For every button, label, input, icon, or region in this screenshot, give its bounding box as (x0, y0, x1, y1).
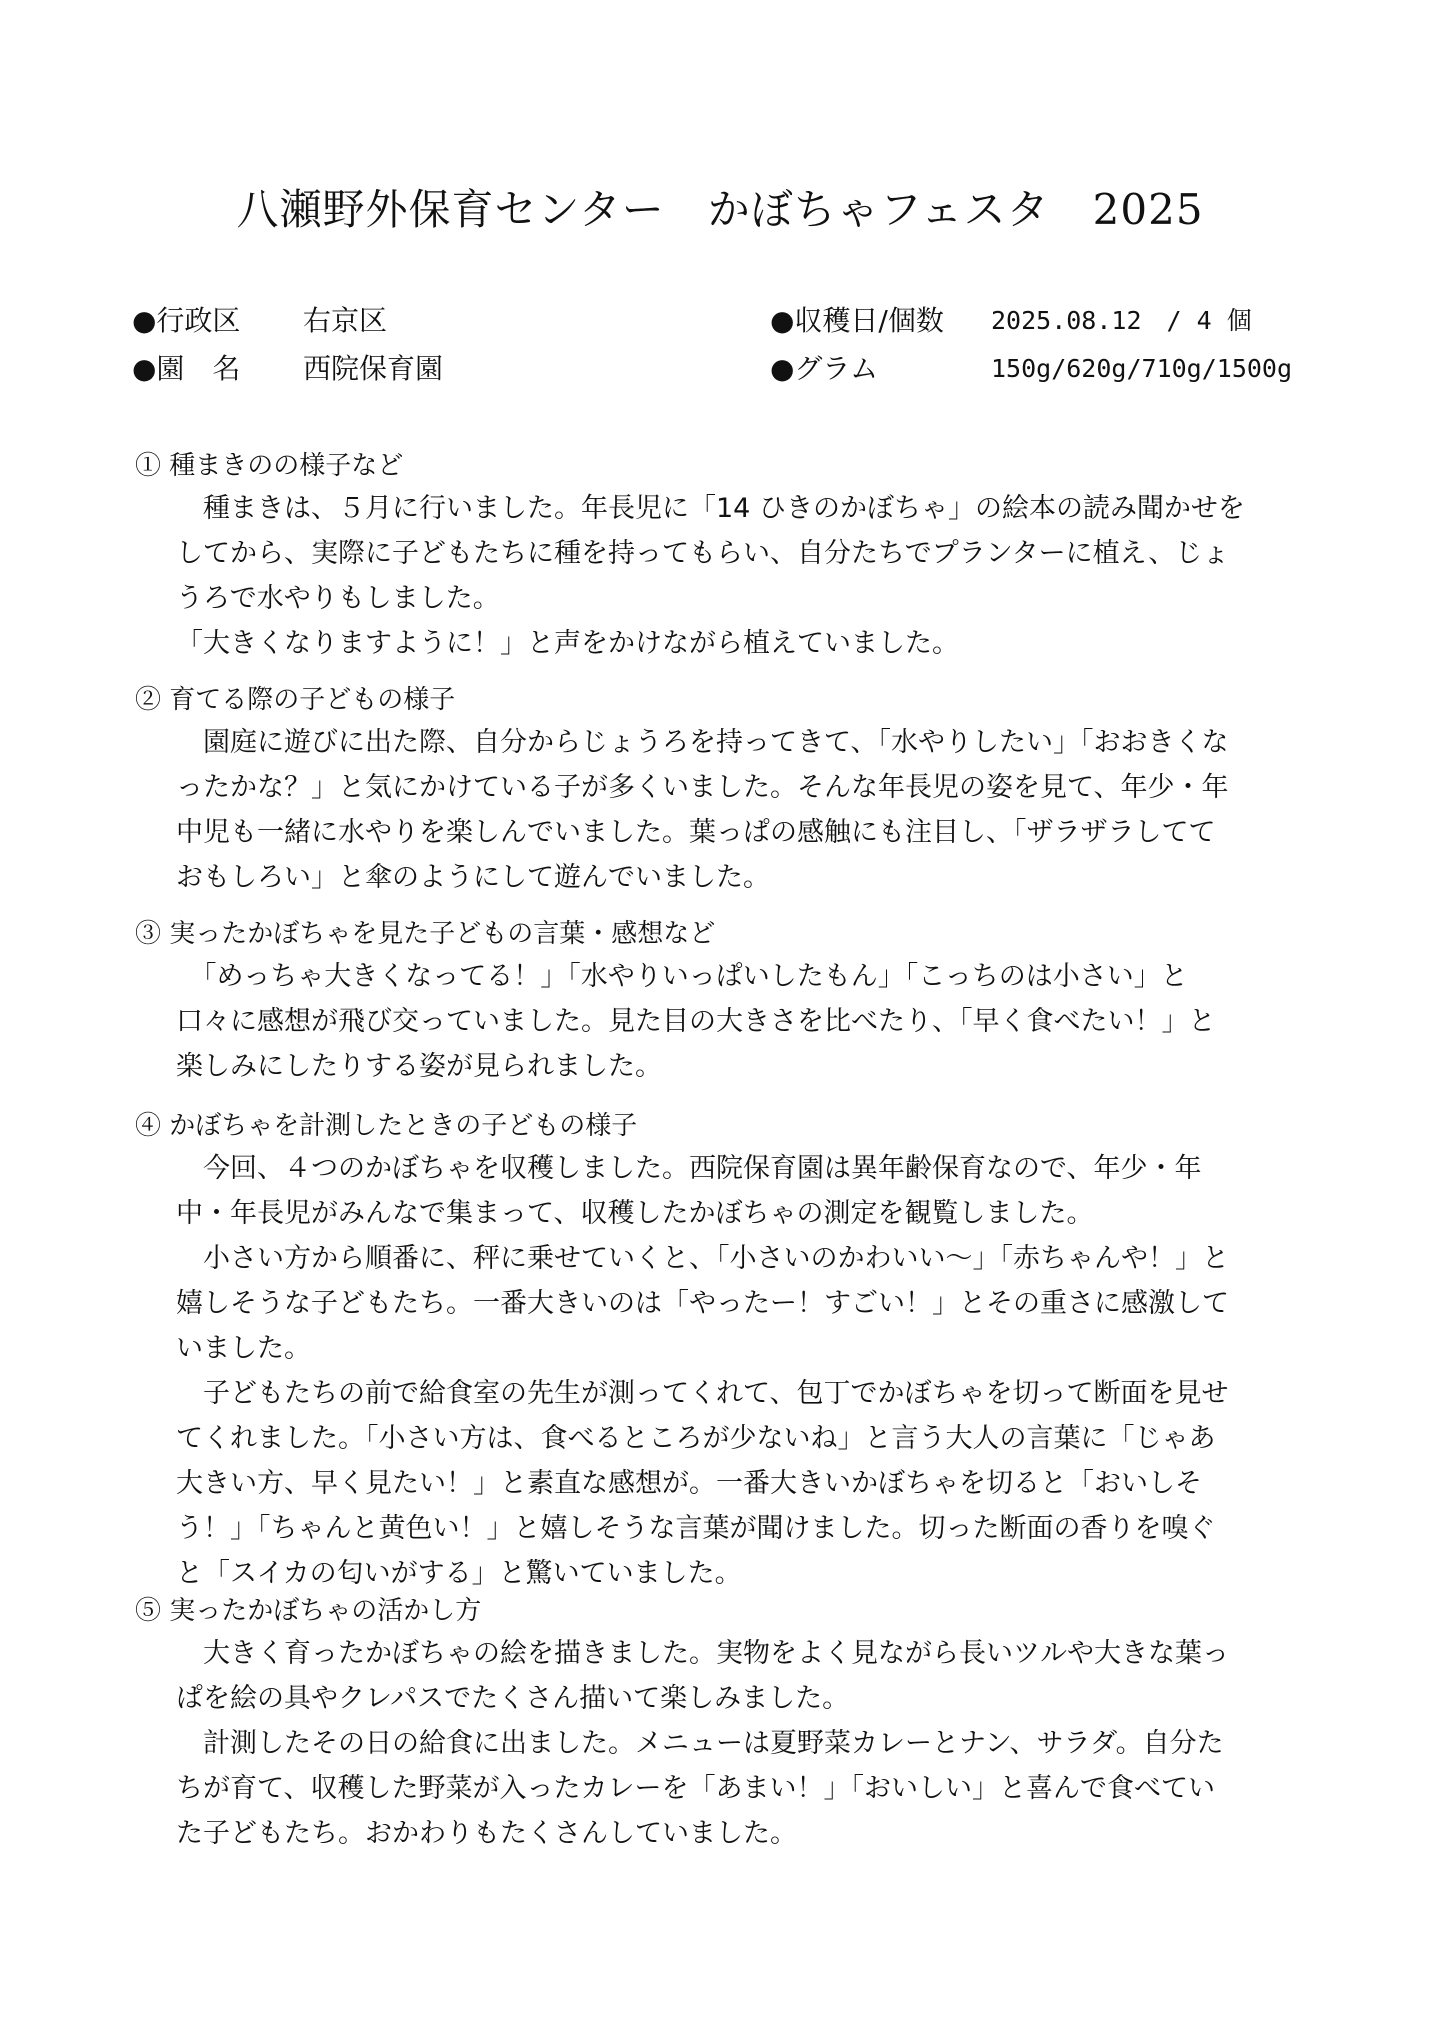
harvest-label: ●収穫日/個数 (770, 304, 944, 337)
body-line: 今回、４つのかぼちゃを収穫しました。西院保育園は異年齢保育なので、年少・年 (176, 1153, 1202, 1184)
body-line: 種まきは、５月に行いました。年長児に「14 ひきのかぼちゃ」の絵本の読み聞かせを (176, 493, 1245, 524)
section-body (176, 486, 1245, 666)
body-line: ったかな？」と気にかけている子が多くいました。そんな年長児の姿を見て、年少・年 (176, 772, 1229, 803)
body-line: 園庭に遊びに出た際、自分からじょうろを持ってきて、「水やりしたい」「おおきくな (176, 727, 1229, 758)
body-line: 「めっちゃ大きくなってる！」「水やりいっぱいしたもん」「こっちのは小さい」と (176, 961, 1188, 992)
section-heading: ⑤ 実ったかぼちゃの活かし方 (135, 1596, 482, 1626)
school-label: ●園 名 (132, 352, 241, 385)
body-line: 中・年長児がみんなで集まって、収穫したかぼちゃの測定を観覧しました。 (176, 1198, 1094, 1229)
body-line: おもしろい」と傘のようにして遊んでいました。 (176, 862, 770, 893)
section-body (176, 954, 1216, 1089)
section-heading: ③ 実ったかぼちゃを見た子どもの言葉・感想など (135, 919, 716, 949)
section-heading: ① 種まきのの様子など (135, 451, 404, 481)
section-body (176, 1146, 1229, 1596)
ward-row (132, 301, 388, 341)
ward-value: 右京区 (303, 304, 388, 337)
body-line: う！」「ちゃんと黄色い！」と嬉しそうな言葉が聞けました。切った断面の香りを嗅ぐ (176, 1513, 1216, 1544)
body-line: と「スイカの匂いがする」と驚いていました。 (176, 1558, 742, 1589)
school-row (132, 349, 444, 389)
body-line: 口々に感想が飛び交っていました。見た目の大きさを比べたり、「早く食べたい！」と (176, 1006, 1216, 1037)
body-line: 小さい方から順番に、秤に乗せていくと、「小さいのかわいい～」「赤ちゃんや！」と (176, 1243, 1229, 1274)
body-line: ぱを絵の具やクレパスでたくさん描いて楽しみました。 (176, 1683, 850, 1714)
body-line: 楽しみにしたりする姿が見られました。 (176, 1051, 662, 1082)
body-line: 嬉しそうな子どもたち。一番大きいのは「やったー！すごい！」とその重さに感激して (176, 1288, 1229, 1319)
body-line: 中児も一緒に水やりを楽しんでいました。葉っぱの感触にも注目し、「ザラザラしてて (176, 817, 1216, 848)
gram-row (770, 349, 1293, 389)
body-line: 計測したその日の給食に出ました。メニューは夏野菜カレーとナン、サラダ。自分た (176, 1728, 1224, 1759)
gram-value: 150g/620g/710g/1500g (991, 354, 1293, 383)
body-line: 大きい方、早く見たい！」と素直な感想が。一番大きいかぼちゃを切ると「おいしそ (176, 1468, 1202, 1499)
section-heading: ④ かぼちゃを計測したときの子どもの様子 (135, 1111, 638, 1141)
body-line: いました。 (176, 1333, 311, 1364)
harvest-value: 2025.08.12 / 4 個 (991, 306, 1252, 335)
body-line: てくれました。「小さい方は、食べるところが少ないね」と言う大人の言葉に「じゃあ (176, 1423, 1216, 1454)
body-line: うろで水やりもしました。 (176, 583, 500, 614)
section-body (176, 720, 1228, 900)
body-line: してから、実際に子どもたちに種を持ってもらい、自分たちでプランターに植え、じょ (176, 538, 1230, 569)
body-line: ちが育て、収穫した野菜が入ったカレーを「あまい！」「おいしい」と喜んで食べてい (176, 1773, 1215, 1804)
section-heading: ② 育てる際の子どもの様子 (135, 685, 456, 715)
gram-label: ●グラム (770, 352, 879, 385)
school-value: 西院保育園 (303, 352, 444, 385)
document-title: 八瀬野外保育センター かぼちゃフェスタ 2025 (236, 185, 1204, 234)
body-line: た子どもたち。おかわりもたくさんしていました。 (176, 1818, 797, 1849)
ward-label: ●行政区 (132, 304, 241, 337)
body-line: 「大きくなりますように！」と声をかけながら植えていました。 (176, 628, 959, 659)
section-body (176, 1631, 1229, 1856)
body-line: 子どもたちの前で給食室の先生が測ってくれて、包丁でかぼちゃを切って断面を見せ (176, 1378, 1229, 1409)
harvest-row (770, 301, 1252, 341)
body-line: 大きく育ったかぼちゃの絵を描きました。実物をよく見ながら長いツルや大きな葉っ (176, 1638, 1229, 1669)
